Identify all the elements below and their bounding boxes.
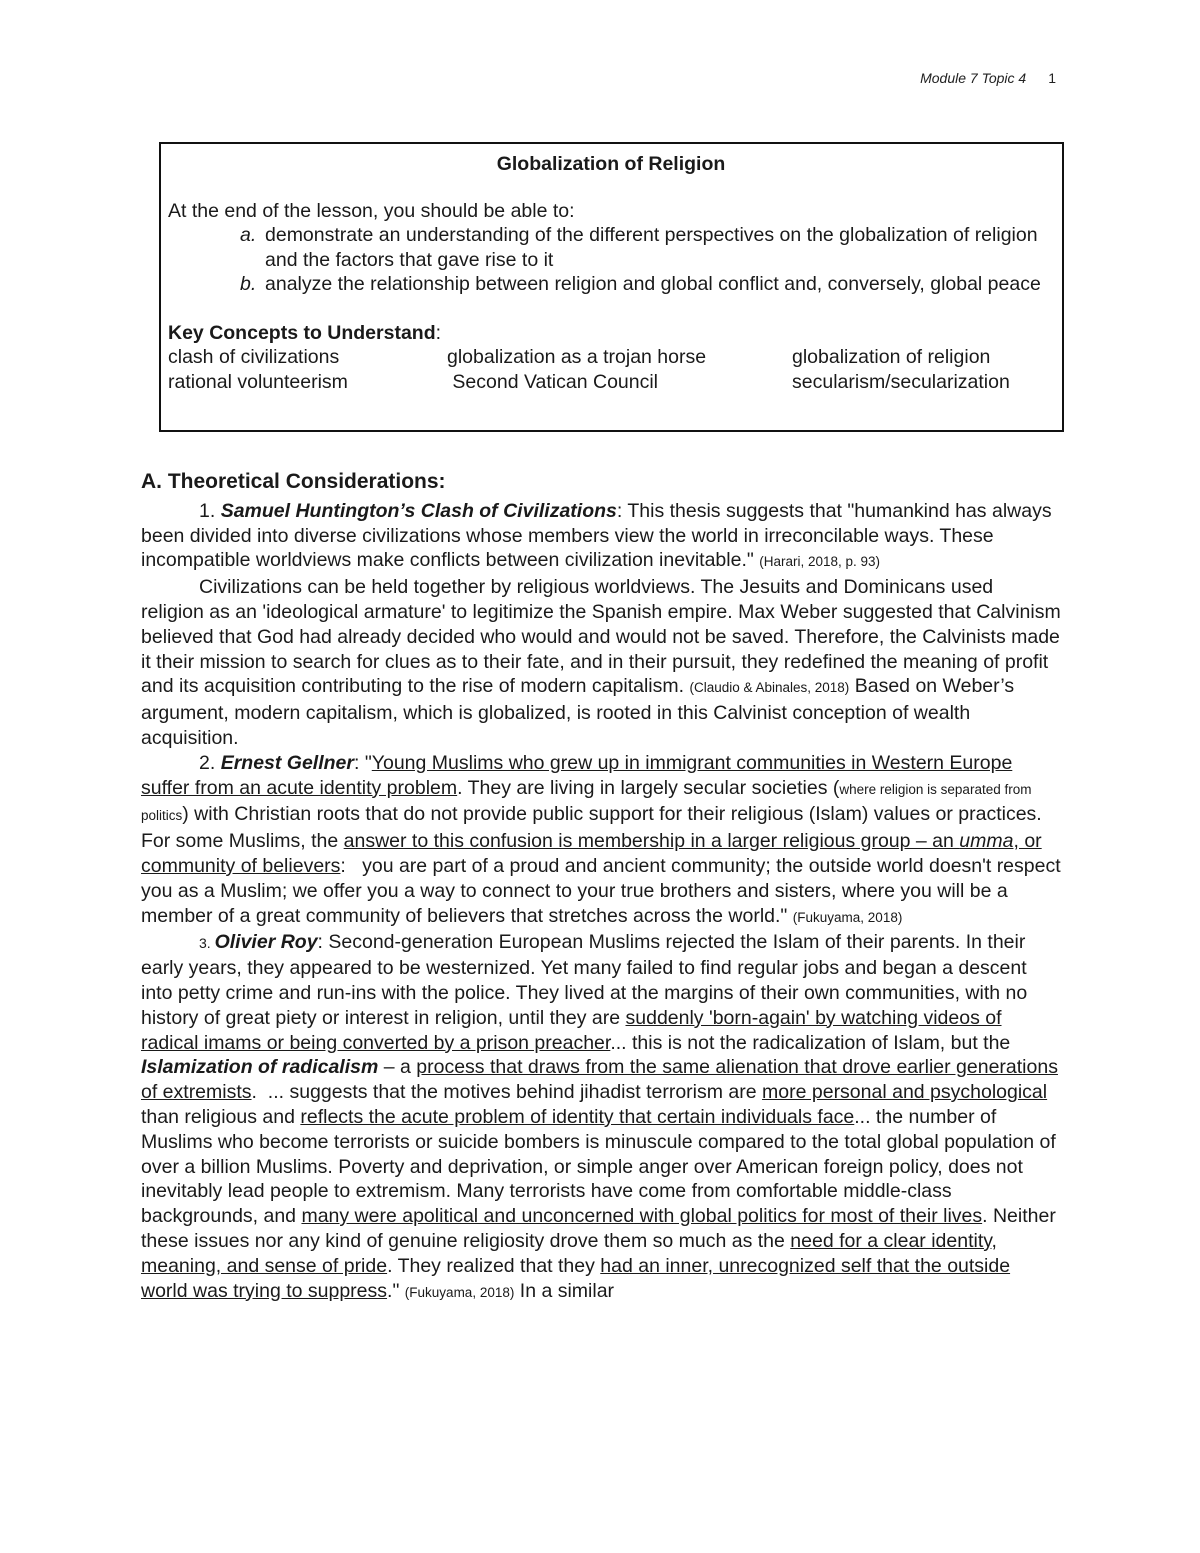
key-concept: secularism/secularization: [792, 370, 1010, 393]
objectives-intro: At the end of the lesson, you should be able to:: [168, 199, 575, 222]
page-number: 1: [1048, 70, 1056, 86]
theorist-name: Ernest Gellner: [220, 751, 354, 774]
citation: (Fukuyama, 2018): [792, 909, 903, 925]
underlined-text: Young Muslims who grew up in immigrant communities in Western Europe suffer from an acute identity problem: [141, 751, 1013, 799]
key-concepts-row: [168, 370, 1054, 395]
text-run: . They realized that they: [387, 1254, 601, 1277]
item-number: 1.: [199, 499, 221, 522]
lesson-title: Globalization of Religion: [496, 153, 726, 175]
key-concept: rational volunteerism: [168, 370, 348, 393]
key-concept: clash of civilizations: [168, 346, 340, 368]
small-text: where religion is separated from politics: [141, 781, 1032, 824]
paragraph-gellner: [141, 751, 1067, 931]
key-concept: globalization of religion: [792, 346, 991, 368]
text-run: . They are living in largely secular societies (: [457, 776, 840, 799]
key-concept: globalization as a trojan horse: [447, 346, 707, 368]
main-content: [141, 470, 1067, 1305]
item-number: 2.: [199, 751, 221, 774]
underlined-text: suddenly 'born-again' by watching videos of radical imams or being converted by a prison preacher: [141, 1006, 1002, 1054]
theorist-name: Samuel Huntington’s Clash of Civilizations: [220, 499, 617, 522]
text-run: : you are part of a proud and ancient community; the outside world doesn't respect you as a Muslim; we offer you a way to connect to your true brothers and sisters, where you will be a member of a great community of believers that stretches across the world.": [141, 854, 1067, 927]
paragraph-roy: [141, 930, 1061, 1305]
text-run: . ... suggests that the motives behind jihadist terrorism are: [251, 1081, 763, 1104]
text-run: than religious and: [141, 1105, 301, 1128]
text-run: ... this is not the radicalization of Islam, but the: [610, 1031, 1011, 1054]
text-run: . Neither these issues nor any kind of genuine religiosity drove them so much as the: [141, 1205, 1056, 1252]
text-run: – a: [378, 1056, 417, 1079]
underlined-italic-text: umma: [959, 830, 1014, 853]
theorist-name: Olivier Roy: [214, 931, 318, 954]
header-label: Module 7 Topic 4: [920, 70, 1027, 86]
paragraph-text: Civilizations can be held together by religious worldviews. The Jesuits and Dominicans used religion as an 'ideological armature' to legitimize the Spanish empire. Max Weber suggested that Calvinism believed that God had already decided who would and would not be saved. Therefore, the Calvinists made it their mission to search for clues as to their fate, and in their pursuit, they redefined the meaning of profit and its acquisition contributing to the rise of modern capitalism.: [141, 576, 1061, 698]
text-run: : ": [354, 751, 372, 774]
key-concepts-heading: [168, 321, 1054, 346]
citation: (Harari, 2018, p. 93): [759, 554, 881, 570]
citation: (Claudio & Abinales, 2018): [689, 680, 850, 696]
key-concepts-row: [168, 345, 1054, 370]
text-run: : Second-generation European Muslims rejected the Islam of their parents. In their early years, they appeared to be westernized. Yet many failed to find regular jobs and began a descent into petty crime and run-ins with the police. They lived at the margins of their own communities, with no history of great piety or interest in religion, until they are: [141, 931, 1028, 1029]
text-run: .": [387, 1279, 405, 1302]
bold-italic-term: Islamization of radicalism: [141, 1056, 379, 1079]
paragraph-huntington: [141, 499, 1061, 575]
paragraph-text: Based on Weber’s argument, modern capitalism, which is globalized, is rooted in this Calvinist conception of wealth acquisition.: [141, 675, 1015, 749]
page-header: [920, 70, 1056, 86]
text-run: ) with Christian roots that do not provide public support for their religious (Islam) values or practices. For some Muslims, the: [141, 803, 1042, 853]
underlined-text: answer to this confusion is membership in a larger religious group – an: [343, 830, 960, 853]
paragraph-weber: [141, 575, 1061, 751]
key-concepts-heading-text: Key Concepts to Understand: [168, 321, 436, 344]
underlined-text: process that draws from the same alienation that drove earlier generations of extremists: [141, 1056, 1058, 1104]
key-concepts-colon: :: [435, 321, 442, 344]
objective-item: [168, 223, 1054, 272]
objective-label: b.: [240, 273, 257, 295]
paragraph-text: : This thesis suggests that "humankind has always been divided into diverse civilizations whose members view the world in irreconcilable ways. These incompatible worldviews make conflicts between civilization inevitable.": [141, 499, 1052, 572]
underlined-text: had an inner, unrecognized self that the outside world was trying to suppress: [141, 1254, 1011, 1302]
underlined-text: many were apolitical and unconcerned with global politics for most of their lives: [301, 1205, 983, 1228]
item-number: 3.: [199, 935, 215, 952]
objective-text: analyze the relationship between religion and global conflict and, conversely, global peace: [265, 273, 1041, 295]
underlined-text: reflects the acute problem of identity that certain individuals face: [300, 1105, 855, 1128]
section-heading: A. Theoretical Considerations:: [141, 470, 446, 493]
objective-text: demonstrate an understanding of the different perspectives on the globalization of religion and the factors that gave rise to it: [265, 224, 1038, 271]
objective-item: [168, 272, 1054, 297]
key-concept: Second Vatican Council: [447, 370, 659, 393]
citation: (Fukuyama, 2018): [404, 1284, 515, 1300]
underlined-text: , or community of believers: [141, 830, 1042, 877]
lesson-objectives-box: [159, 142, 1064, 432]
underlined-text: need for a clear identity, meaning, and sense of pride: [141, 1229, 997, 1277]
text-run: ... the number of Muslims who become terrorists or suicide bombers is minuscule compared to the total global population of over a billion Muslims. Poverty and deprivation, or simple anger over American foreign policy, does not inevitably lead people to extremism. Many terrorists have come from comfortable middle-class backgrounds, and: [141, 1105, 1056, 1228]
underlined-text: more personal and psychological: [762, 1081, 1048, 1104]
text-run: In a similar: [514, 1279, 615, 1302]
objective-label: a.: [240, 224, 257, 246]
